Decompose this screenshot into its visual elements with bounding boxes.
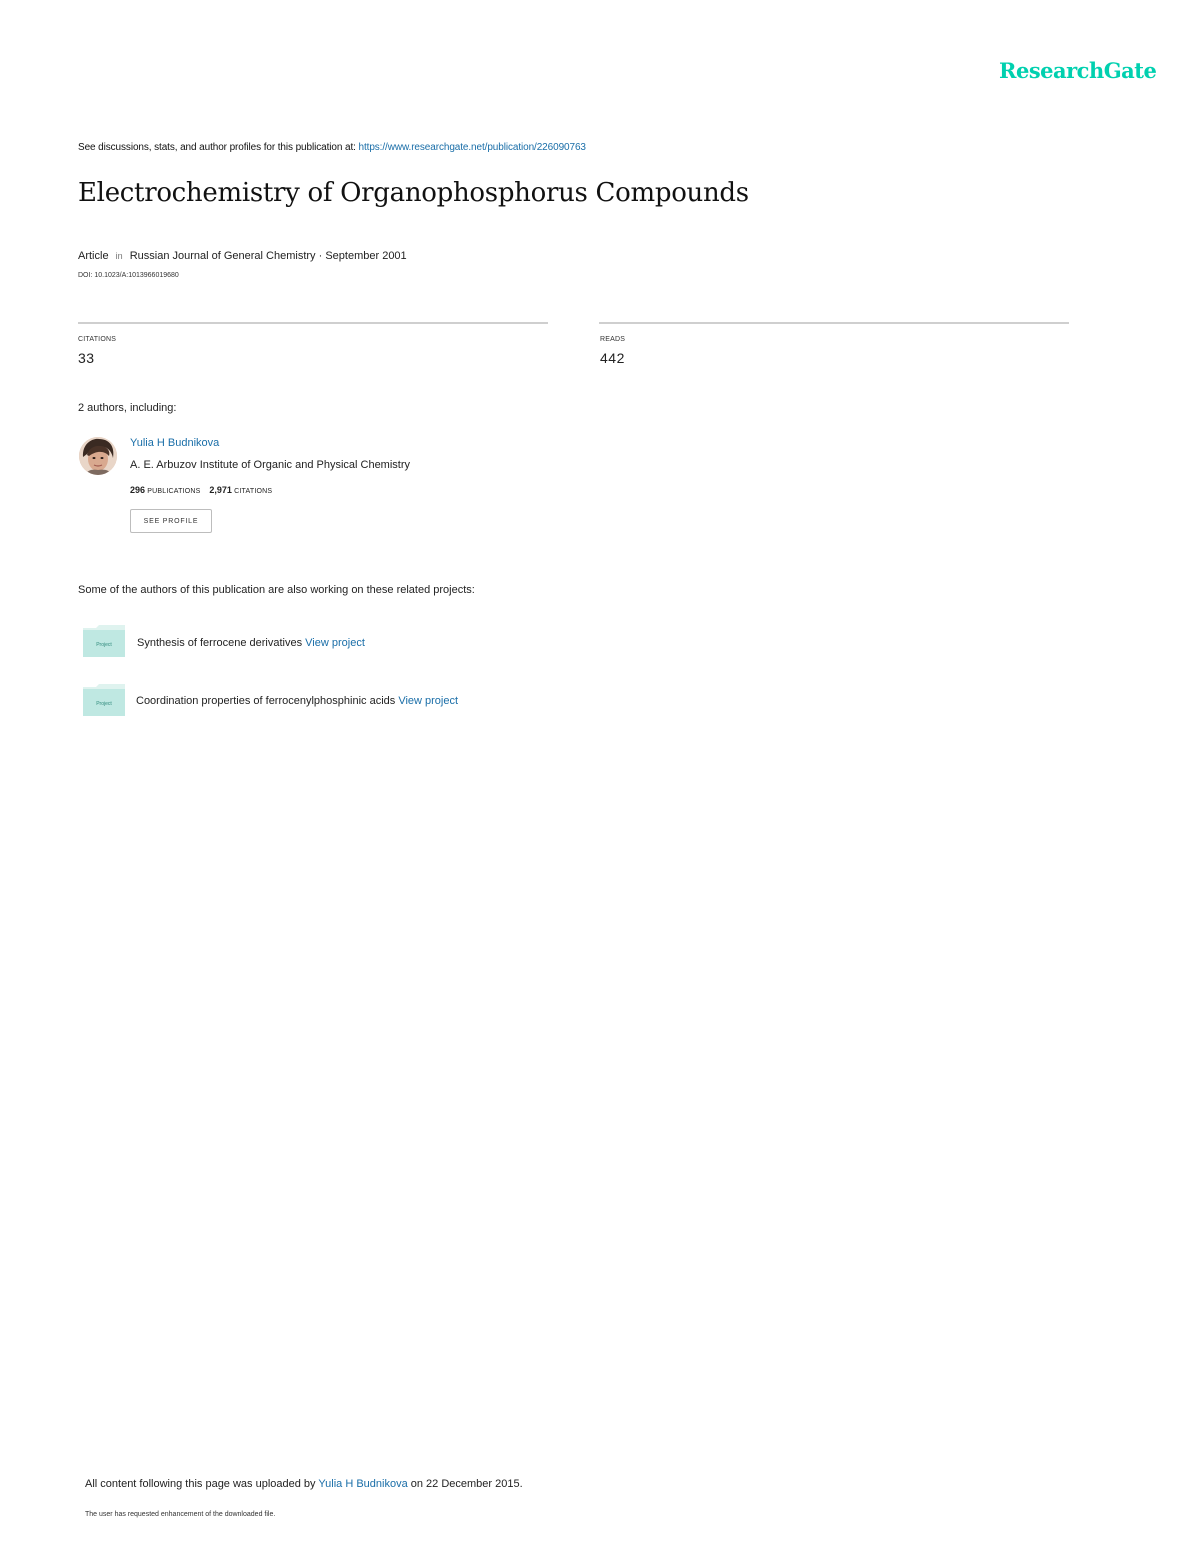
view-project-link[interactable]: View project [305,637,365,649]
project-icon-label: Project [96,701,112,707]
project-item [137,637,365,649]
citations-value: 33 [78,350,95,366]
author-citations-count: 2,971 [209,485,232,495]
project-icon-label: Project [96,642,112,648]
project-folder-icon [82,624,126,656]
article-title: Electrochemistry of Organophosphorus Compounds [78,178,749,208]
researchgate-logo[interactable]: ResearchGate [999,58,1157,83]
reads-value: 442 [600,350,625,366]
author-stats [130,485,272,495]
author-institution: A. E. Arbuzov Institute of Organic and Physical Chemistry [130,459,411,471]
related-projects-heading: Some of the authors of this publication are also working on these related projects: [78,584,475,596]
uploaded-by-line [85,1478,523,1490]
author-publications-label: PUBLICATIONS [147,488,201,495]
view-project-link[interactable]: View project [398,695,459,707]
author-avatar[interactable] [79,437,117,475]
journal-date: Russian Journal of General Chemistry · September 2001 [129,250,407,262]
citations-label: CITATIONS [78,336,117,343]
in-label: in [115,251,123,261]
project-title: Coordination properties of ferrocenylphosphinic acids [136,695,396,707]
project-folder-icon [82,683,126,715]
author-citations-label: CITATIONS [234,488,273,495]
author-publications-count: 296 [130,485,146,495]
uploaded-prefix: All content following this page was uploaded by [85,1478,316,1490]
citations-divider [78,322,548,324]
reads-label: READS [600,336,626,343]
authors-heading: 2 authors, including: [78,402,177,414]
author-photo-icon [79,437,117,475]
publication-url-link[interactable]: https://www.researchgate.net/publication/226090763 [358,142,586,153]
enhancement-note: The user has requested enhancement of the downloaded file. [85,1511,276,1518]
see-discussions-text: See discussions, stats, and author profiles for this publication at: [78,142,356,153]
uploader-link[interactable]: Yulia H Budnikova [318,1478,408,1490]
project-title: Synthesis of ferrocene derivatives [137,637,303,649]
see-discussions-line [78,142,586,153]
reads-divider [599,322,1069,324]
uploaded-suffix: on 22 December 2015. [410,1478,523,1490]
article-doi: DOI: 10.1023/A:1013966019680 [78,272,179,279]
article-type: Article [78,250,109,262]
author-name-link[interactable]: Yulia H Budnikova [130,437,220,449]
article-meta [78,250,407,262]
see-profile-button[interactable]: SEE PROFILE [130,509,212,533]
project-item [136,695,458,707]
